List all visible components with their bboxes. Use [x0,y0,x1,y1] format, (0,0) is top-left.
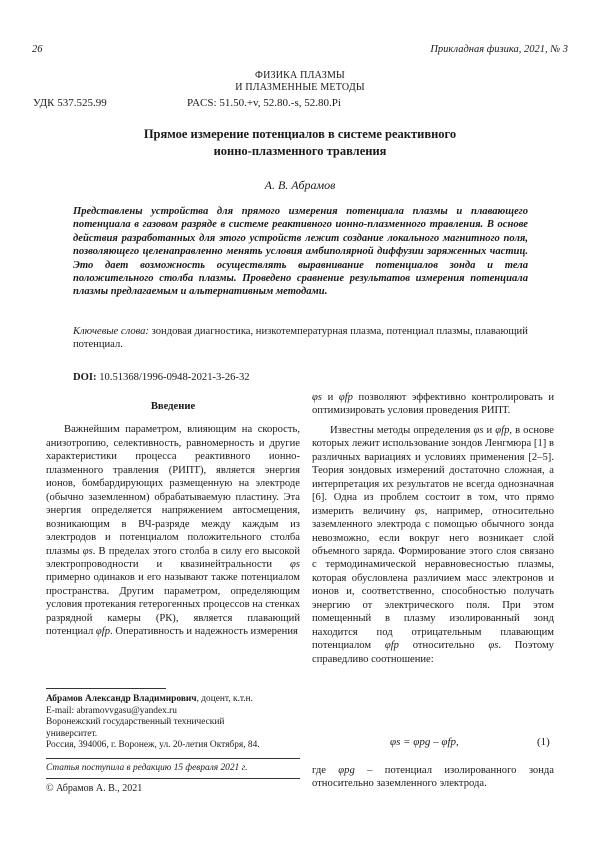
keywords [73,325,528,352]
pacs-codes: PACS: 51.50.+v, 52.80.-s, 52.80.Pi [187,97,341,109]
copyright: © Абрамов А. В., 2021 [46,783,143,794]
journal-header: Прикладная физика, 2021, № 3 [430,44,568,55]
formula-1-number: (1) [537,736,550,748]
footnote-separator [46,758,300,759]
section-title-line1: ФИЗИКА ПЛАЗМЫ [255,70,345,81]
footnote-org-line2: университет. [46,728,98,739]
footnote-position: , доцент, к.т.н. [196,694,254,704]
doi [73,372,250,383]
author-name: А. В. Абрамов [264,178,336,192]
doi-value: 10.51368/1996-0948-2021-3-26-32 [99,372,250,383]
title-line1: Прямое измерение потенциалов в системе реактивного [143,127,457,141]
intro-paragraph-3: где φpg – потенциал изолированного зонда относительно заземленного электрода. [312,765,554,790]
page-number: 26 [32,44,43,55]
footnote-email: E-mail: abramovvgasu@yandex.ru [46,705,177,716]
intro-paragraph-1-cont: φs и φfp позволяют эффективно контролировать и оптимизировать условия проведения РИПТ. [312,392,555,417]
author-footnote [46,694,300,752]
footnote-author-name: Абрамов Александр Владимирович [46,694,197,704]
section-title-line2: И ПЛАЗМЕННЫЕ МЕТОДЫ [235,82,365,93]
keywords-label: Ключевые слова: [73,326,149,337]
received-date: Статья поступила в редакцию 15 февраля 2021 г. [46,763,248,773]
udc-code: УДК 537.525.99 [33,97,107,109]
footnote-separator-2 [46,778,300,779]
footnote-address: Россия, 394006, г. Воронеж, ул. 20-летия Октября, 84. [46,740,260,751]
left-column [46,400,300,639]
right-column [312,391,554,666]
formula-1: φs = φpg – φfp, [390,736,459,748]
abstract: Представлены устройства для прямого измерения потенциала плазмы и плавающего потенциала в газовом разряде в системе реактивного ионно-плазменного травления. В основе действия разработанных для этого устройств лежит создание локального магнитного поля, позволяющего целенаправленно менять условия амбиполярной диффузии заряженных частиц. Это дает возможность осуществлять выравнивание потенциалов зонда и тела положительного столба плазмы. Проведено сравнение результатов измерения потенциала плазмы предлагаемым и альтернативным методами. [73,206,528,298]
intro-paragraph-2: Известны методы определения φs и φfp, в основе которых лежит использование зондов Ленгмюра [1] в различных вариациях и условиях применения [2–5]. Теория зондовых измерений достаточно сложная, а интерпретация их результатов не всегда однозначная [6]. Одна из проблем состоит в том, что прямо измерить величину φs, например, относительно заземленного электрода с помощью обычного зонда невозможно, если вокруг него возникает слой объемного заряда. Формирование этого слоя связано с термодинамической неравновесностью плазмы, которая обусловлена различием масс электронов и ионов и, соответственно, способностью получать энергию от электрического поля. При этом помещенный в плазму изолированный зонд находится под отрицательным плавающим потенциалом φfp относительно φs. Поэтому справедливо соотношение: [312,424,554,665]
intro-heading: Введение [150,401,196,412]
keywords-text: зондовая диагностика, низкотемпературная плазма, потенциал плазмы, плавающий потенциал. [73,326,528,351]
footnote-org-line1: Воронежский государственный технический [46,717,225,728]
article-title [60,126,540,160]
footnote-rule [46,688,166,689]
title-line2: ионно-плазменного травления [213,144,387,158]
intro-paragraph-1: Важнейшим параметром, влияющим на скорость, анизотропию, селективность, равномерность и другие характеристики процесса реактивного ионно-плазменного травления (РИПТ), является энергия ионов, бомбардирующих размещенную на электроде (обычно заземленном) обрабатываемую пластину. Эта энергия определяется напряжением автосмещения, возникающим в ВЧ-разряде между каждым из электродов и потенциалом положительного столба плазмы φs. В пределах этого столба в силу его высокой электропроводности и квазинейтральности φs примерно одинаков и его называют также потенциалом пространства. Другим параметром, определяющим условия протекания гетерогенных процессов на стенках разрядной камеры (РК), является плавающий потенциал φfp. Оперативность и надежность измерения [46,424,300,638]
doi-label: DOI: [73,372,97,383]
